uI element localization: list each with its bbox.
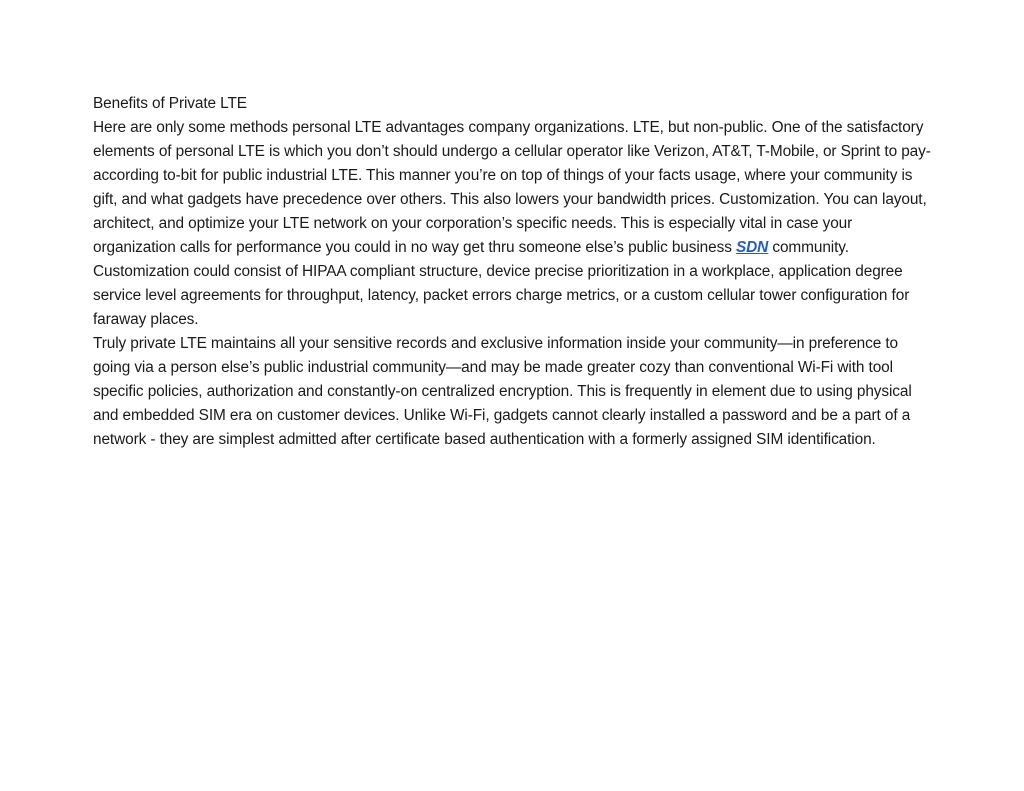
paragraph-security: Truly private LTE maintains all your sensitive records and exclusive information inside your community—in preference to going via a person else’s public industrial community—and may be made greater cozy than conventional Wi-Fi with tool specific policies, authorization and constantly-on centralized encryption. This is frequently in element due to using physical and embedded SIM era on customer devices. Unlike Wi-Fi, gadgets cannot clearly installed a password and be a part of a network - they are simplest admitted after certificate based authentication with a formerly assigned SIM identification. xyxy=(93,335,912,448)
sdn-link[interactable]: SDN xyxy=(735,239,769,256)
paragraph-benefits-text-end: community. Customization could consist of HIPAA compliant structure, device precise prioritization in a workplace, application degree service level agreements for throughput, latency, packet errors charge metrics, or a custom cellular tower configuration for faraway places. xyxy=(93,239,910,328)
paragraph-benefits xyxy=(93,116,935,332)
document-heading: Benefits of Private LTE xyxy=(93,95,247,112)
document-body xyxy=(93,92,935,452)
paragraph-benefits-text-start: Here are only some methods personal LTE advantages company organizations. LTE, but non-public. One of the satisfactory elements of personal LTE is which you don’t should undergo a cellular operator like Verizon, AT&T, T-Mobile, or Sprint to pay-according to-bit for public industrial LTE. This manner you’re on top of things of your facts usage, where your community is gift, and what gadgets have precedence over others. This also lowers your bandwidth prices. Customization. You can layout, architect, and optimize your LTE network on your corporation’s specific needs. This is especially vital in case your organization calls for performance you could in no way get thru someone else’s public business xyxy=(93,119,931,256)
